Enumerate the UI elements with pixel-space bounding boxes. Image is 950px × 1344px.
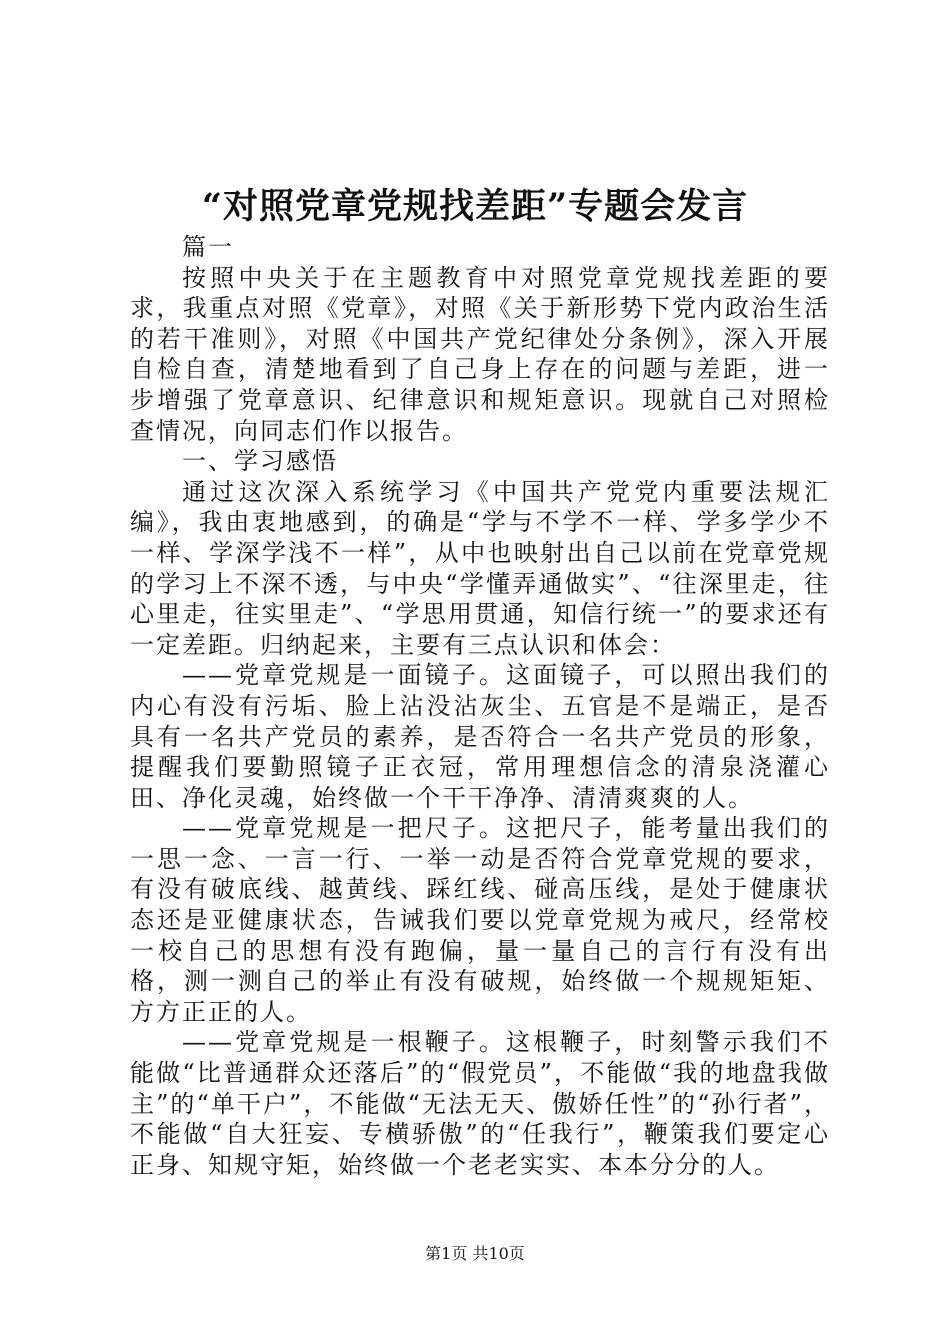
section-label: 篇一	[182, 233, 234, 261]
section-heading: 一、学习感悟	[182, 447, 338, 476]
page-indicator: 第1页 共10页	[425, 1244, 525, 1263]
document-body	[130, 232, 830, 1180]
body-paragraph: 通过这次深入系统学习《中国共产党党内重要法规汇编》，我由衷地感到，的确是“学与不学不一样、学多学少不一样、学深学浅不一样”，从中也映射出自己以前在党章党规的学习上不深不透，与中央“学懂弄通做实”、“往深里走，往心里走，往实里走”、“学思用贯通，知信行统一”的要求还有一定差距。归纳起来，主要有三点认识和体会：	[130, 477, 830, 659]
body-paragraph: ——党章党规是一根鞭子。这根鞭子，时刻警示我们不能做“比普通群众还落后”的“假党员”，不能做“我的地盘我做主”的“单干户”，不能做“无法无天、傲娇任性”的“孙行者”，不能做“自大狂妄、专横骄傲”的“任我行”，鞭策我们要定心正身、知规守矩，始终做一个老老实实、本本分分的人。	[130, 1028, 830, 1179]
document-title: “对照党章党规找差距”专题会发言	[201, 186, 749, 227]
body-paragraph: ——党章党规是一把尺子。这把尺子，能考量出我们的一思一念、一言一行、一举一动是否符合党章党规的要求，有没有破底线、越黄线、踩红线、碰高压线，是处于健康状态还是亚健康状态，告诫我们要以党章党规为戒尺，经常校一校自己的思想有没有跑偏，量一量自己的言行有没有出格，测一测自己的举止有没有破规，始终做一个规规矩矩、方方正正的人。	[130, 814, 830, 1026]
intro-paragraph: 按照中央关于在主题教育中对照党章党规找差距的要求，我重点对照《党章》，对照《关于新形势下党内政治生活的若干准则》，对照《中国共产党纪律处分条例》，深入开展自检自查，清楚地看到了自己身上存在的问题与差距，进一步增强了党章意识、纪律意识和规矩意识。现就自己对照检查情况，向同志们作以报告。	[130, 263, 830, 445]
body-paragraph: ——党章党规是一面镜子。这面镜子，可以照出我们的内心有没有污垢、脸上沾没沾灰尘、五官是不是端正，是否具有一名共产党员的素养，是否符合一名共产党员的形象，提醒我们要勤照镜子正衣冠，常用理想信念的清泉浇灌心田、净化灵魂，始终做一个干干净净、清清爽爽的人。	[130, 661, 830, 812]
